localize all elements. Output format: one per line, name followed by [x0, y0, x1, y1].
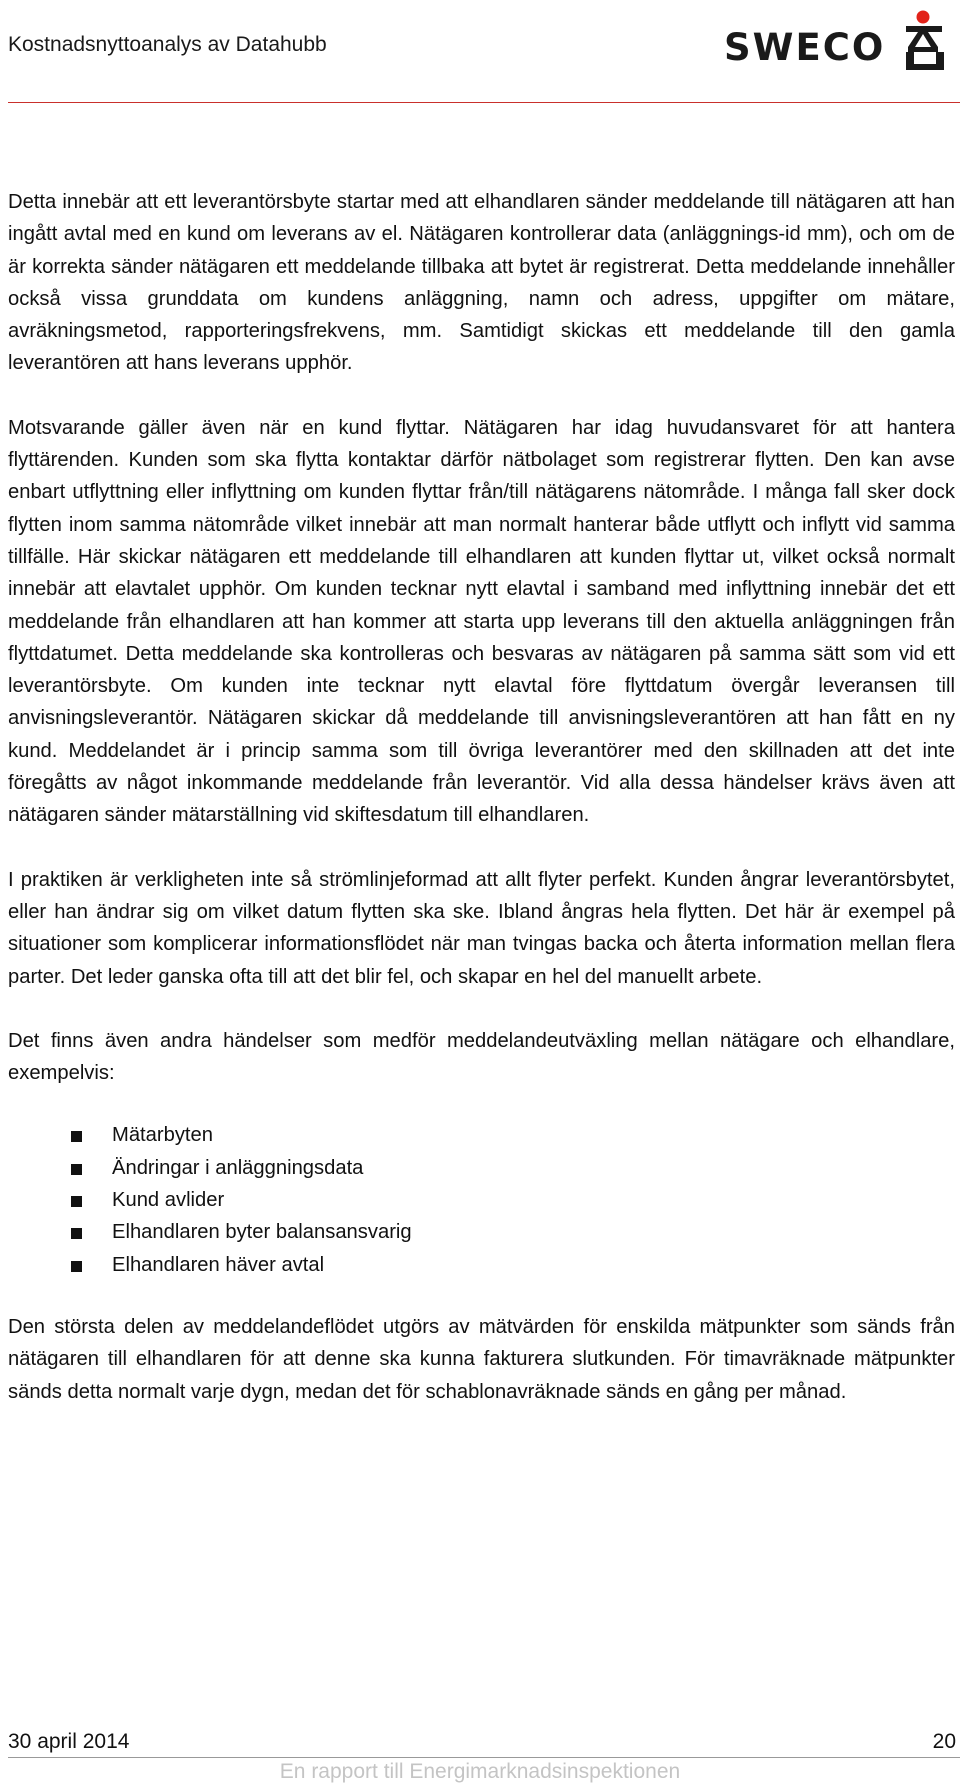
square-bullet-icon: [71, 1196, 82, 1207]
footer-divider: [8, 1757, 960, 1758]
list-item: [8, 1216, 955, 1248]
page-number: 20: [932, 1730, 956, 1753]
list-item: [8, 1184, 955, 1216]
list-item-text: Elhandlaren byter balansansvarig: [112, 1221, 412, 1244]
sweco-figure-logo-icon: [906, 11, 944, 71]
document-title: Kostnadsnyttoanalys av Datahubb: [8, 33, 327, 56]
paragraph-leverantorsbyte: Detta innebär att ett leverantörsbyte startar med att elhandlaren sänder meddelande till nätägaren att han ingått avtal med en kund om leverans av el. Nätägaren kontrollerar data (anläggnings-id mm), och om de är korrekta sänder nätägaren ett meddelande tillbaka att bytet är registrerat. Detta meddelande innehåller också vissa grunddata om kundens anläggning, namn och adress, uppgifter om mätare, avräkningsmetod, rapporteringsfrekvens, mm. Samtidigt skickas ett meddelande till den gamla leverantören att hans leverans upphör.: [8, 191, 955, 375]
square-bullet-icon: [71, 1228, 82, 1239]
list-item: [8, 1152, 955, 1184]
footer-report-line: En rapport till Energimarknadsinspektionen: [279, 1760, 681, 1783]
list-item-text: Kund avlider: [112, 1189, 225, 1212]
paragraph-flytt: Motsvarande gäller även när en kund flyttar. Nätägaren har idag huvudansvaret för att hantera flyttärenden. Kunden som ska flytta kontaktar därför nätbolaget som registrerar flytten. Den kan avse enbart utflyttning eller inflyttning om kunden flyttar från/till nätägarens nätområde. I många fall sker dock flytten inom samma nätområde vilket innebär att man normalt hanterar både utflytt och inflytt vid samma tillfälle. Här skickar nätägaren ett meddelande till elhandlaren att kunden flyttar ut, vilket också normalt innebär att elavtalet upphör. Om kunden tecknar nytt elavtal i samband med inflyttning innebär det ett meddelande från elhandlaren att han kommer att starta upp leverans till den aktuella anläggningen från flyttdatumet. Detta meddelande ska kontrolleras och besvaras av nätägaren på samma sätt som vid ett leverantörsbyte. Om kunden inte tecknar nytt elavtal före flyttdatum övergår leveransen till anvisningsleverantör. Nätägaren skickar då meddelande till anvisningsleverantören att han fått en ny kund. Meddelandet är i princip samma som till övriga leverantörer med den skillnaden att det inte föregåtts av något inkommande meddelande från leverantör. Vid alla dessa händelser krävs även att nätägaren sänder mätarställning vid skiftesdatum till elhandlaren.: [8, 416, 955, 827]
list-item: [8, 1249, 955, 1281]
sweco-logo: [724, 2, 960, 78]
paragraph-andra-handelser: Det finns även andra händelser som medför meddelandeutväxling mellan nätägare och elhandlare, exempelvis:: [8, 1029, 955, 1085]
square-bullet-icon: [71, 1131, 82, 1142]
header-divider: [8, 102, 960, 103]
list-item-text: Mätarbyten: [112, 1124, 213, 1147]
footer-date: 30 april 2014: [8, 1730, 130, 1753]
list-item-text: Elhandlaren häver avtal: [112, 1253, 325, 1276]
event-bullet-list: [8, 1119, 955, 1280]
sweco-logo-wordmark: SWECO: [724, 26, 886, 69]
document-body: [8, 186, 955, 1408]
square-bullet-icon: [71, 1164, 82, 1175]
paragraph-praktiken: I praktiken är verkligheten inte så strömlinjeformad att allt flyter perfekt. Kunden ångrar leverantörsbytet, eller han ändrar sig om vilket datum flytten ska ske. Ibland ångras hela flytten. Det här är exempel på situationer som komplicerar informationsflödet när man tvingas backa och återta information mellan flera parter. Det leder ganska ofta till att det blir fel, och skapar en hel del manuellt arbete.: [8, 868, 955, 988]
list-item-text: Ändringar i anläggningsdata: [112, 1156, 364, 1179]
paragraph-matvarden: Den största delen av meddelandeflödet utgörs av mätvärden för enskilda mätpunkter som sänds från nätägaren till elhandlaren för att denne ska kunna fakturera slutkunden. För timavräknade mätpunkter sänds detta normalt varje dygn, medan det för schablonavräknade sänds en gång per månad.: [8, 1315, 955, 1403]
page-header: [0, 0, 960, 104]
square-bullet-icon: [71, 1261, 82, 1272]
list-item: [8, 1119, 955, 1151]
